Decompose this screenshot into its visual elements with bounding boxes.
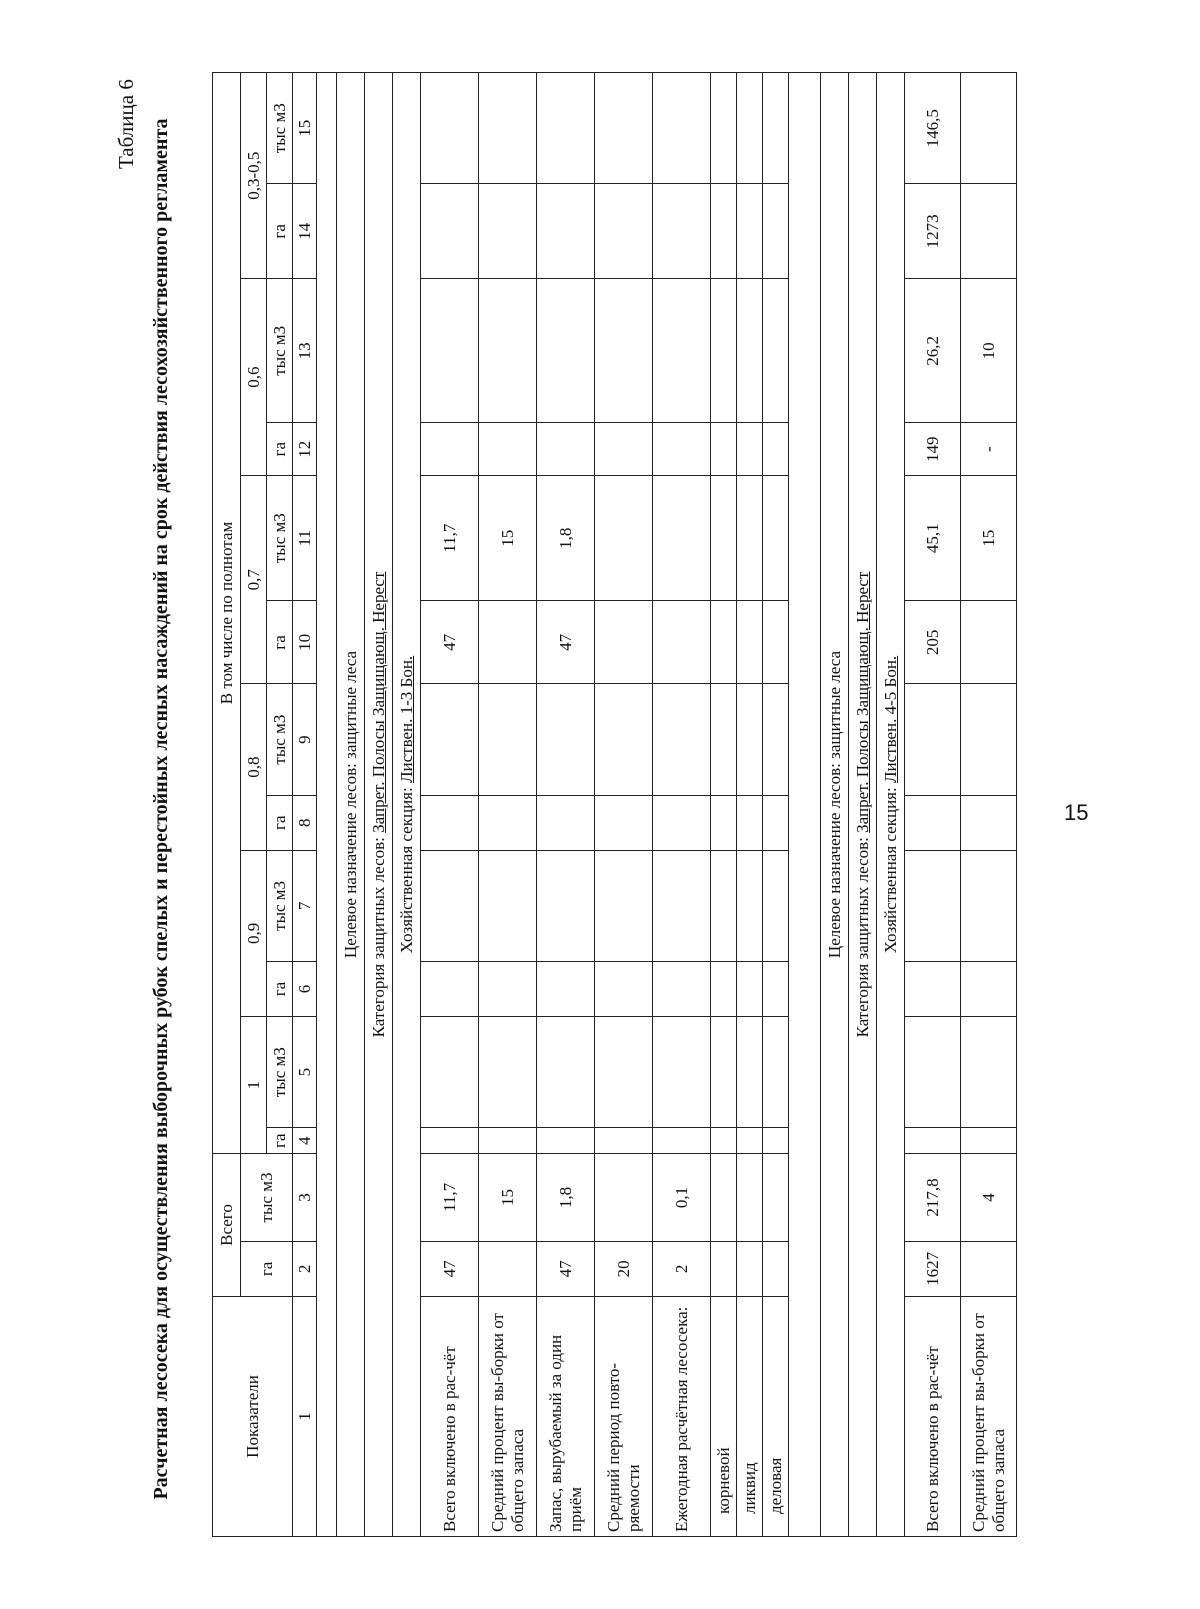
table-cell [537, 1017, 595, 1128]
table-cell [737, 1154, 763, 1242]
table-cell: 1,8 [537, 476, 595, 601]
category-cell [849, 73, 877, 1537]
table-cell [595, 795, 653, 850]
table-cell [711, 73, 737, 184]
table-label: Таблица 6 [114, 79, 138, 169]
table-cell [763, 279, 789, 423]
purpose-row [821, 73, 849, 1537]
table-cell [537, 184, 595, 279]
table-cell [653, 601, 711, 684]
spacer-row [789, 73, 821, 1537]
section-row [877, 73, 905, 1537]
table-cell: 47 [537, 1241, 595, 1296]
table-cell [479, 684, 537, 795]
ha-header: га [267, 601, 293, 684]
table-cell [479, 184, 537, 279]
table-cell [905, 850, 961, 961]
table-cell [595, 1017, 653, 1128]
row-label: Всего включено в рас-чёт [905, 1296, 961, 1536]
table-row [653, 73, 711, 1537]
table-row [711, 73, 737, 1537]
table-row [595, 73, 653, 1537]
density-header: 0,6 [241, 279, 267, 476]
table-cell [479, 73, 537, 184]
table-cell [595, 279, 653, 423]
table-cell [421, 279, 479, 423]
table-cell [711, 795, 737, 850]
column-number: 9 [293, 684, 317, 795]
table-cell [763, 423, 789, 476]
category-cell [365, 73, 393, 1537]
row-label: Всего включено в рас-чёт [421, 1296, 479, 1536]
table-cell [961, 1017, 1017, 1128]
table-cell [711, 476, 737, 601]
table-cell [763, 184, 789, 279]
table-cell: 1273 [905, 184, 961, 279]
row-label: корневой [711, 1296, 737, 1536]
table-cell [537, 850, 595, 961]
table-cell [763, 684, 789, 795]
category-value: Запрет. Полосы Защищающ. Нерест [852, 571, 872, 833]
table-cell [537, 684, 595, 795]
table-cell [595, 1154, 653, 1242]
table-cell: 15 [961, 476, 1017, 601]
density-header: 1 [241, 1017, 267, 1154]
table-cell: 1627 [905, 1241, 961, 1296]
table-cell [737, 1017, 763, 1128]
table-cell [421, 962, 479, 1017]
table-cell: 149 [905, 423, 961, 476]
table-cell [421, 795, 479, 850]
table-cell [421, 1017, 479, 1128]
table-cell [537, 795, 595, 850]
table-cell [763, 73, 789, 184]
section-cell [877, 73, 905, 1537]
purpose-text: Целевое назначение лесов: защитные леса [821, 73, 849, 1537]
table-cell [711, 1241, 737, 1296]
row-label: Средний процент вы-борки от общего запаса [479, 1296, 537, 1536]
row-label: деловая [763, 1296, 789, 1536]
table-cell [421, 1128, 479, 1154]
row-label: ликвид [737, 1296, 763, 1536]
table-cell [421, 850, 479, 961]
table-cell [421, 423, 479, 476]
table-cell: 26,2 [905, 279, 961, 423]
table-cell [537, 279, 595, 423]
table-cell [595, 73, 653, 184]
tm3-header: тыс м3 [267, 684, 293, 795]
table-cell [479, 601, 537, 684]
table-cell: 205 [905, 601, 961, 684]
table-cell: 11,7 [421, 1154, 479, 1242]
table-cell [479, 962, 537, 1017]
column-number: 5 [293, 1017, 317, 1128]
table-cell [479, 1017, 537, 1128]
row-label: Запас, вырубаемый за один приём [537, 1296, 595, 1536]
column-number: 4 [293, 1128, 317, 1154]
table-cell: 45,1 [905, 476, 961, 601]
row-label: Средний период повто-ряемости [595, 1296, 653, 1536]
table-cell [711, 850, 737, 961]
table-cell [479, 795, 537, 850]
table-cell: 47 [537, 601, 595, 684]
table-cell [763, 476, 789, 601]
column-number: 2 [293, 1241, 317, 1296]
total-tm3-header: тыс м3 [241, 1154, 293, 1242]
table-cell [653, 795, 711, 850]
table-cell [961, 1241, 1017, 1296]
table-cell [711, 184, 737, 279]
table-cell [737, 684, 763, 795]
table-cell [737, 73, 763, 184]
column-number: 11 [293, 476, 317, 601]
table-cell [737, 795, 763, 850]
section-row [393, 73, 421, 1537]
column-number: 14 [293, 184, 317, 279]
table-cell [537, 962, 595, 1017]
column-number: 7 [293, 850, 317, 961]
ha-header: га [267, 962, 293, 1017]
table-row [905, 73, 961, 1537]
table-cell [653, 684, 711, 795]
column-number: 13 [293, 279, 317, 423]
spacer-cell [317, 73, 337, 1537]
ha-header: га [267, 184, 293, 279]
table-cell [961, 795, 1017, 850]
section-value: Листвен. 4-5 Бон. [880, 655, 900, 784]
table-cell [479, 423, 537, 476]
table-cell [737, 601, 763, 684]
table-cell: 47 [421, 1241, 479, 1296]
table-cell [763, 1241, 789, 1296]
table-cell [595, 684, 653, 795]
table-row [763, 73, 789, 1537]
table-cell [421, 184, 479, 279]
purpose-text: Целевое назначение лесов: защитные леса [337, 73, 365, 1537]
table-row [479, 73, 537, 1537]
table-cell: 1,8 [537, 1154, 595, 1242]
table-cell [737, 423, 763, 476]
table-cell [653, 184, 711, 279]
table-cell: 2 [653, 1241, 711, 1296]
table-cell: 47 [421, 601, 479, 684]
table-cell [711, 279, 737, 423]
category-prefix: Категория защитных лесов: [368, 832, 388, 1038]
row-label: Ежегодная расчётная лесосека: [653, 1296, 711, 1536]
table-cell: 146,5 [905, 73, 961, 184]
spacer-row [317, 73, 337, 1537]
column-number: 3 [293, 1154, 317, 1242]
table-cell: - [961, 423, 1017, 476]
table-cell [711, 962, 737, 1017]
table-cell [763, 1128, 789, 1154]
table-cell: 0,1 [653, 1154, 711, 1242]
table-cell [479, 1241, 537, 1296]
table-cell [961, 184, 1017, 279]
table-cell [595, 476, 653, 601]
table-cell [711, 1128, 737, 1154]
table-cell [479, 279, 537, 423]
table-cell: 4 [961, 1154, 1017, 1242]
by-density-header: В том числе по полнотам [213, 73, 241, 1154]
tm3-header: тыс м3 [267, 476, 293, 601]
table-cell [961, 73, 1017, 184]
category-value: Запрет. Полосы Защищающ. Нерест [368, 571, 388, 833]
tm3-header: тыс м3 [267, 850, 293, 961]
table-cell: 15 [479, 476, 537, 601]
table-row [737, 73, 763, 1537]
density-header: 0,3-0,5 [241, 73, 267, 279]
table-cell [595, 1128, 653, 1154]
column-number: 12 [293, 423, 317, 476]
column-number: 8 [293, 795, 317, 850]
table-cell [653, 1128, 711, 1154]
table-cell [421, 684, 479, 795]
table-cell [653, 962, 711, 1017]
table-cell [479, 1128, 537, 1154]
table-row [961, 73, 1017, 1537]
table-cell [737, 850, 763, 961]
table-cell [537, 423, 595, 476]
table-cell: 20 [595, 1241, 653, 1296]
table-cell [905, 684, 961, 795]
table-cell [763, 795, 789, 850]
table-cell [711, 601, 737, 684]
table-cell [737, 279, 763, 423]
spacer-cell [789, 73, 821, 1537]
table-cell [653, 850, 711, 961]
table-cell [595, 962, 653, 1017]
table-row [537, 73, 595, 1537]
column-number: 1 [293, 1296, 317, 1536]
table-cell: 11,7 [421, 476, 479, 601]
table-cell [421, 73, 479, 184]
section-value: Листвен. 1-3 Бон. [396, 655, 416, 784]
density-header: 0,9 [241, 850, 267, 1016]
table-cell [711, 1154, 737, 1242]
category-row [849, 73, 877, 1537]
tm3-header: тыс м3 [267, 279, 293, 423]
density-header: 0,8 [241, 684, 267, 850]
table-cell [763, 601, 789, 684]
allowable-cut-table [212, 72, 1017, 1537]
table-cell [595, 601, 653, 684]
table-cell [961, 962, 1017, 1017]
table-cell [595, 850, 653, 961]
ha-header: га [267, 423, 293, 476]
table-cell [763, 962, 789, 1017]
table-cell [905, 1128, 961, 1154]
table-cell [961, 601, 1017, 684]
table-cell [961, 850, 1017, 961]
section-prefix: Хозяйственная секция: [880, 783, 900, 954]
table-cell [737, 184, 763, 279]
column-number: 15 [293, 73, 317, 184]
table-cell [905, 1017, 961, 1128]
table-cell [479, 850, 537, 961]
table-cell [763, 850, 789, 961]
category-prefix: Категория защитных лесов: [852, 832, 872, 1038]
table-cell [711, 423, 737, 476]
table-cell [905, 795, 961, 850]
table-cell [595, 423, 653, 476]
table-cell [537, 73, 595, 184]
page-number: 15 [1064, 800, 1089, 825]
table-cell [961, 684, 1017, 795]
tm3-header: тыс м3 [267, 73, 293, 184]
section-prefix: Хозяйственная секция: [396, 783, 416, 954]
table-cell [737, 1128, 763, 1154]
table-cell [653, 73, 711, 184]
table-cell: 15 [479, 1154, 537, 1242]
indicators-header: Показатели [213, 1296, 293, 1536]
table-cell [737, 476, 763, 601]
table-cell [537, 1128, 595, 1154]
ha-header: га [267, 795, 293, 850]
header-row-1 [213, 73, 241, 1537]
total-ha-header: га [241, 1241, 293, 1296]
table-cell [595, 184, 653, 279]
row-label: Средний процент вы-борки от общего запаса [961, 1296, 1017, 1536]
table-cell [653, 279, 711, 423]
total-header: Всего [213, 1154, 241, 1297]
tm3-header: тыс м3 [267, 1017, 293, 1128]
section-cell [393, 73, 421, 1537]
category-row [365, 73, 393, 1537]
table-cell [653, 423, 711, 476]
density-header: 0,7 [241, 476, 267, 684]
table-cell [961, 1128, 1017, 1154]
column-number: 10 [293, 601, 317, 684]
document-title: Расчетная лесосека для осуществления выборочных рубок спелых и перестойных лесных насаждений на срок действия лесохозяйственного регламента [150, 118, 172, 1500]
column-number-row [293, 73, 317, 1537]
table-cell [737, 962, 763, 1017]
table-cell [737, 1241, 763, 1296]
table-cell [653, 476, 711, 601]
purpose-row [337, 73, 365, 1537]
table-cell: 10 [961, 279, 1017, 423]
table-cell [653, 1017, 711, 1128]
table-cell [905, 962, 961, 1017]
column-number: 6 [293, 962, 317, 1017]
table-cell: 217,8 [905, 1154, 961, 1242]
table-cell [763, 1154, 789, 1242]
table-row [421, 73, 479, 1537]
ha-header: га [267, 1128, 293, 1154]
table-cell [763, 1017, 789, 1128]
table-cell [711, 684, 737, 795]
table-cell [711, 1017, 737, 1128]
